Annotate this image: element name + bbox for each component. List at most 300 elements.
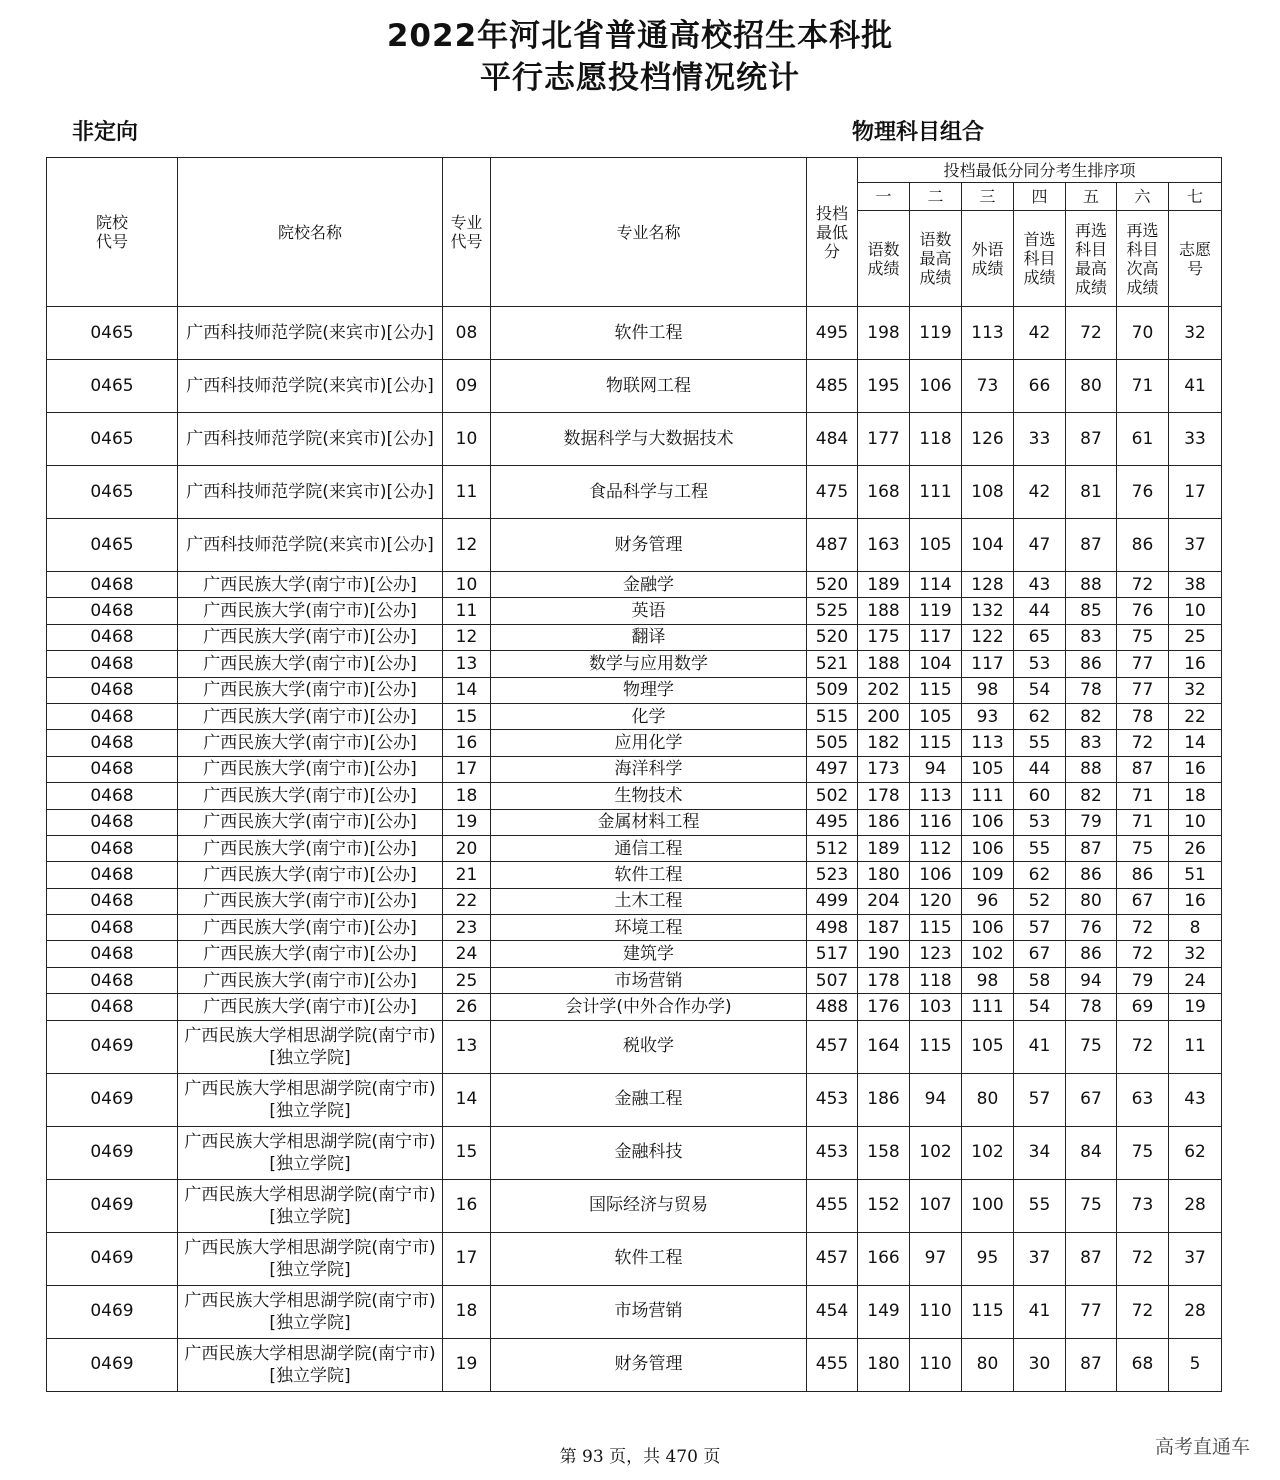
cell-school-code: 0465: [47, 519, 178, 572]
cell-min-score: 484: [807, 413, 858, 466]
cell-second-subject-max: 83: [1066, 730, 1117, 756]
cell-second-subject-next: 72: [1117, 1020, 1169, 1073]
cell-major-name: 财务管理: [491, 1338, 807, 1391]
cell-second-subject-next: 72: [1117, 1285, 1169, 1338]
cell-chinese-math-max: 115: [910, 677, 962, 703]
cell-first-subject-score: 66: [1014, 360, 1066, 413]
cell-second-subject-max: 87: [1066, 519, 1117, 572]
cell-second-subject-max: 75: [1066, 1179, 1117, 1232]
cell-first-subject-score: 52: [1014, 888, 1066, 914]
cell-first-subject-score: 53: [1014, 809, 1066, 835]
header-tie-item-1: [858, 211, 910, 307]
cell-second-subject-max: 78: [1066, 677, 1117, 703]
cell-preference-no: 33: [1169, 413, 1222, 466]
cell-chinese-math-max: 112: [910, 835, 962, 861]
cell-foreign-lang-score: 102: [962, 1126, 1014, 1179]
cell-second-subject-max: 77: [1066, 1285, 1117, 1338]
cell-chinese-math-score: 195: [858, 360, 910, 413]
cell-second-subject-next: 71: [1117, 360, 1169, 413]
cell-chinese-math-max: 118: [910, 413, 962, 466]
cell-preference-no: 24: [1169, 967, 1222, 993]
cell-major-code: 13: [443, 651, 491, 677]
watermark: 高考直通车: [1154, 1436, 1250, 1458]
cell-major-code: 18: [443, 783, 491, 809]
cell-major-name: 翻译: [491, 624, 807, 650]
cell-second-subject-next: 73: [1117, 1179, 1169, 1232]
header-min-score: 投档最低分: [807, 158, 858, 307]
cell-school-code: 0468: [47, 809, 178, 835]
cell-chinese-math-score: 177: [858, 413, 910, 466]
cell-major-code: 12: [443, 519, 491, 572]
cell-foreign-lang-score: 111: [962, 994, 1014, 1020]
cell-foreign-lang-score: 98: [962, 967, 1014, 993]
cell-foreign-lang-score: 105: [962, 756, 1014, 782]
header-tie-item-label: 语数最高成绩: [919, 230, 952, 287]
cell-second-subject-next: 75: [1117, 624, 1169, 650]
cell-major-name: 物理学: [491, 677, 807, 703]
table-row: [47, 915, 1222, 941]
cell-preference-no: 62: [1169, 1126, 1222, 1179]
cell-min-score: 457: [807, 1232, 858, 1285]
cell-second-subject-max: 84: [1066, 1126, 1117, 1179]
cell-preference-no: 10: [1169, 598, 1222, 624]
cell-second-subject-max: 85: [1066, 598, 1117, 624]
cell-second-subject-next: 76: [1117, 598, 1169, 624]
cell-min-score: 475: [807, 466, 858, 519]
cell-school-name: 广西民族大学(南宁市)[公办]: [178, 888, 443, 914]
cell-chinese-math-max: 123: [910, 941, 962, 967]
cell-chinese-math-score: 204: [858, 888, 910, 914]
header-tie-item-label: 志愿号: [1179, 239, 1212, 278]
table-row: [47, 756, 1222, 782]
cell-chinese-math-score: 187: [858, 915, 910, 941]
table-row: [47, 1338, 1222, 1391]
cell-min-score: 509: [807, 677, 858, 703]
cell-second-subject-next: 72: [1117, 915, 1169, 941]
header-tie-num-5: 五: [1066, 183, 1117, 211]
cell-major-code: 19: [443, 1338, 491, 1391]
cell-preference-no: 11: [1169, 1020, 1222, 1073]
cell-school-code: 0468: [47, 624, 178, 650]
cell-second-subject-max: 81: [1066, 466, 1117, 519]
cell-school-name: 广西民族大学相思湖学院(南宁市)[独立学院]: [178, 1285, 443, 1338]
cell-second-subject-max: 87: [1066, 413, 1117, 466]
cell-foreign-lang-score: 105: [962, 1020, 1014, 1073]
cell-school-code: 0469: [47, 1126, 178, 1179]
cell-school-code: 0468: [47, 572, 178, 598]
cell-school-code: 0469: [47, 1179, 178, 1232]
page-footer: 第 93 页，共 470 页: [559, 1447, 721, 1467]
cell-chinese-math-score: 173: [858, 756, 910, 782]
header-school-name: 院校名称: [178, 158, 443, 307]
cell-chinese-math-score: 200: [858, 703, 910, 729]
cell-chinese-math-score: 186: [858, 809, 910, 835]
cell-school-code: 0465: [47, 466, 178, 519]
cell-school-name: 广西民族大学相思湖学院(南宁市)[独立学院]: [178, 1126, 443, 1179]
cell-school-code: 0468: [47, 756, 178, 782]
cell-second-subject-max: 78: [1066, 994, 1117, 1020]
cell-foreign-lang-score: 96: [962, 888, 1014, 914]
cell-second-subject-max: 79: [1066, 809, 1117, 835]
cell-chinese-math-score: 149: [858, 1285, 910, 1338]
cell-major-code: 17: [443, 756, 491, 782]
cell-major-name: 建筑学: [491, 941, 807, 967]
cell-second-subject-next: 70: [1117, 307, 1169, 360]
table-row: [47, 888, 1222, 914]
cell-second-subject-next: 63: [1117, 1073, 1169, 1126]
cell-major-name: 应用化学: [491, 730, 807, 756]
cell-preference-no: 37: [1169, 519, 1222, 572]
cell-school-name: 广西科技师范学院(来宾市)[公办]: [178, 307, 443, 360]
cell-foreign-lang-score: 100: [962, 1179, 1014, 1232]
cell-chinese-math-score: 189: [858, 835, 910, 861]
cell-foreign-lang-score: 98: [962, 677, 1014, 703]
cell-chinese-math-score: 189: [858, 572, 910, 598]
cell-school-name: 广西民族大学(南宁市)[公办]: [178, 572, 443, 598]
cell-second-subject-max: 94: [1066, 967, 1117, 993]
cell-min-score: 485: [807, 360, 858, 413]
cell-chinese-math-max: 113: [910, 783, 962, 809]
cell-school-name: 广西科技师范学院(来宾市)[公办]: [178, 519, 443, 572]
cell-school-code: 0469: [47, 1073, 178, 1126]
cell-foreign-lang-score: 113: [962, 730, 1014, 756]
cell-school-name: 广西民族大学(南宁市)[公办]: [178, 651, 443, 677]
cell-min-score: 497: [807, 756, 858, 782]
cell-school-name: 广西科技师范学院(来宾市)[公办]: [178, 360, 443, 413]
header-tie-num-7: 七: [1169, 183, 1222, 211]
cell-major-code: 11: [443, 598, 491, 624]
cell-school-code: 0468: [47, 915, 178, 941]
cell-major-code: 16: [443, 730, 491, 756]
page-title: 2022年河北省普通高校招生本科批: [386, 18, 894, 54]
cell-chinese-math-score: 178: [858, 967, 910, 993]
cell-preference-no: 28: [1169, 1179, 1222, 1232]
cell-school-code: 0469: [47, 1338, 178, 1391]
cell-major-code: 10: [443, 572, 491, 598]
cell-major-name: 会计学(中外合作办学): [491, 994, 807, 1020]
cell-foreign-lang-score: 111: [962, 783, 1014, 809]
cell-second-subject-max: 83: [1066, 624, 1117, 650]
cell-first-subject-score: 55: [1014, 730, 1066, 756]
cell-major-name: 土木工程: [491, 888, 807, 914]
cell-min-score: 521: [807, 651, 858, 677]
cell-chinese-math-score: 178: [858, 783, 910, 809]
cell-school-code: 0468: [47, 598, 178, 624]
cell-first-subject-score: 55: [1014, 835, 1066, 861]
cell-major-code: 15: [443, 1126, 491, 1179]
cell-second-subject-max: 80: [1066, 360, 1117, 413]
cell-second-subject-max: 67: [1066, 1073, 1117, 1126]
cell-second-subject-next: 76: [1117, 466, 1169, 519]
header-tie-item-2: [910, 211, 962, 307]
cell-chinese-math-max: 97: [910, 1232, 962, 1285]
cell-preference-no: 32: [1169, 307, 1222, 360]
header-school-code: 院校代号: [47, 158, 178, 307]
cell-min-score: 455: [807, 1338, 858, 1391]
cell-major-name: 海洋科学: [491, 756, 807, 782]
cell-school-name: 广西民族大学(南宁市)[公办]: [178, 862, 443, 888]
cell-min-score: 499: [807, 888, 858, 914]
cell-second-subject-next: 72: [1117, 730, 1169, 756]
cell-chinese-math-score: 158: [858, 1126, 910, 1179]
cell-chinese-math-score: 163: [858, 519, 910, 572]
cell-school-code: 0469: [47, 1020, 178, 1073]
cell-first-subject-score: 42: [1014, 307, 1066, 360]
cell-school-name: 广西民族大学相思湖学院(南宁市)[独立学院]: [178, 1179, 443, 1232]
header-tie-num-3: 三: [962, 183, 1014, 211]
cell-school-name: 广西民族大学(南宁市)[公办]: [178, 835, 443, 861]
cell-first-subject-score: 67: [1014, 941, 1066, 967]
cell-school-name: 广西民族大学(南宁市)[公办]: [178, 624, 443, 650]
cell-second-subject-next: 68: [1117, 1338, 1169, 1391]
cell-chinese-math-max: 110: [910, 1338, 962, 1391]
cell-school-code: 0465: [47, 413, 178, 466]
cell-major-code: 20: [443, 835, 491, 861]
header-tie-num-2: 二: [910, 183, 962, 211]
cell-foreign-lang-score: 132: [962, 598, 1014, 624]
cell-preference-no: 19: [1169, 994, 1222, 1020]
table-row: [47, 835, 1222, 861]
cell-chinese-math-score: 198: [858, 307, 910, 360]
table-row: [47, 994, 1222, 1020]
cell-first-subject-score: 41: [1014, 1285, 1066, 1338]
cell-second-subject-next: 87: [1117, 756, 1169, 782]
cell-chinese-math-score: 188: [858, 651, 910, 677]
table-row: [47, 466, 1222, 519]
cell-foreign-lang-score: 122: [962, 624, 1014, 650]
cell-chinese-math-max: 119: [910, 598, 962, 624]
cell-first-subject-score: 34: [1014, 1126, 1066, 1179]
cell-major-code: 19: [443, 809, 491, 835]
cell-major-code: 08: [443, 307, 491, 360]
cell-chinese-math-max: 115: [910, 730, 962, 756]
cell-chinese-math-score: 202: [858, 677, 910, 703]
cell-first-subject-score: 30: [1014, 1338, 1066, 1391]
cell-major-name: 金融科技: [491, 1126, 807, 1179]
cell-chinese-math-max: 105: [910, 703, 962, 729]
header-tie-group: 投档最低分同分考生排序项: [858, 158, 1222, 183]
table-row: [47, 1126, 1222, 1179]
cell-major-name: 通信工程: [491, 835, 807, 861]
cell-preference-no: 14: [1169, 730, 1222, 756]
cell-major-code: 26: [443, 994, 491, 1020]
cell-foreign-lang-score: 80: [962, 1073, 1014, 1126]
cell-second-subject-max: 87: [1066, 835, 1117, 861]
cell-chinese-math-score: 166: [858, 1232, 910, 1285]
header-tie-item-label: 再选科目次高成绩: [1126, 220, 1159, 297]
header-tie-item-label: 语数成绩: [867, 239, 900, 278]
cell-chinese-math-max: 106: [910, 360, 962, 413]
cell-second-subject-next: 75: [1117, 1126, 1169, 1179]
cell-foreign-lang-score: 128: [962, 572, 1014, 598]
cell-second-subject-max: 76: [1066, 915, 1117, 941]
cell-chinese-math-score: 164: [858, 1020, 910, 1073]
cell-min-score: 488: [807, 994, 858, 1020]
cell-first-subject-score: 43: [1014, 572, 1066, 598]
cell-second-subject-next: 67: [1117, 888, 1169, 914]
cell-preference-no: 10: [1169, 809, 1222, 835]
cell-major-code: 22: [443, 888, 491, 914]
cell-chinese-math-max: 104: [910, 651, 962, 677]
cell-first-subject-score: 57: [1014, 915, 1066, 941]
cell-major-name: 软件工程: [491, 862, 807, 888]
cell-second-subject-max: 88: [1066, 756, 1117, 782]
cell-second-subject-next: 86: [1117, 862, 1169, 888]
cell-school-name: 广西科技师范学院(来宾市)[公办]: [178, 466, 443, 519]
cell-chinese-math-score: 180: [858, 862, 910, 888]
table-row: [47, 703, 1222, 729]
cell-school-code: 0468: [47, 888, 178, 914]
cell-major-name: 生物技术: [491, 783, 807, 809]
cell-school-code: 0465: [47, 360, 178, 413]
cell-second-subject-max: 80: [1066, 888, 1117, 914]
cell-foreign-lang-score: 95: [962, 1232, 1014, 1285]
cell-second-subject-max: 72: [1066, 307, 1117, 360]
cell-major-code: 23: [443, 915, 491, 941]
cell-foreign-lang-score: 108: [962, 466, 1014, 519]
cell-preference-no: 25: [1169, 624, 1222, 650]
cell-preference-no: 51: [1169, 862, 1222, 888]
cell-first-subject-score: 62: [1014, 862, 1066, 888]
cell-foreign-lang-score: 73: [962, 360, 1014, 413]
cell-school-name: 广西民族大学(南宁市)[公办]: [178, 756, 443, 782]
cell-second-subject-next: 77: [1117, 677, 1169, 703]
cell-first-subject-score: 62: [1014, 703, 1066, 729]
cell-major-name: 化学: [491, 703, 807, 729]
cell-preference-no: 28: [1169, 1285, 1222, 1338]
cell-school-code: 0468: [47, 994, 178, 1020]
cell-school-name: 广西民族大学相思湖学院(南宁市)[独立学院]: [178, 1073, 443, 1126]
table-row: [47, 360, 1222, 413]
cell-foreign-lang-score: 106: [962, 809, 1014, 835]
header-tie-item-4: [1014, 211, 1066, 307]
cell-school-code: 0469: [47, 1285, 178, 1338]
cell-foreign-lang-score: 113: [962, 307, 1014, 360]
cell-min-score: 454: [807, 1285, 858, 1338]
cell-min-score: 453: [807, 1126, 858, 1179]
cell-chinese-math-max: 111: [910, 466, 962, 519]
cell-major-code: 10: [443, 413, 491, 466]
cell-foreign-lang-score: 104: [962, 519, 1014, 572]
cell-second-subject-next: 86: [1117, 519, 1169, 572]
admission-table: [46, 157, 1222, 1392]
cell-min-score: 502: [807, 783, 858, 809]
cell-second-subject-max: 82: [1066, 783, 1117, 809]
cell-major-code: 12: [443, 624, 491, 650]
cell-preference-no: 16: [1169, 888, 1222, 914]
cell-school-name: 广西民族大学(南宁市)[公办]: [178, 994, 443, 1020]
table-row: [47, 624, 1222, 650]
cell-chinese-math-score: 186: [858, 1073, 910, 1126]
cell-min-score: 455: [807, 1179, 858, 1232]
header-tie-item-6: [1117, 211, 1169, 307]
cell-first-subject-score: 33: [1014, 413, 1066, 466]
cell-major-code: 15: [443, 703, 491, 729]
table-row: [47, 413, 1222, 466]
cell-first-subject-score: 53: [1014, 651, 1066, 677]
table-row: [47, 809, 1222, 835]
table-row: [47, 1179, 1222, 1232]
cell-major-code: 11: [443, 466, 491, 519]
cell-major-name: 食品科学与工程: [491, 466, 807, 519]
cell-major-name: 软件工程: [491, 1232, 807, 1285]
cell-school-code: 0468: [47, 730, 178, 756]
cell-foreign-lang-score: 115: [962, 1285, 1014, 1338]
cell-second-subject-next: 72: [1117, 941, 1169, 967]
cell-school-name: 广西民族大学(南宁市)[公办]: [178, 783, 443, 809]
header-tie-item-3: [962, 211, 1014, 307]
cell-preference-no: 8: [1169, 915, 1222, 941]
cell-school-name: 广西民族大学(南宁市)[公办]: [178, 941, 443, 967]
cell-chinese-math-max: 102: [910, 1126, 962, 1179]
cell-chinese-math-score: 176: [858, 994, 910, 1020]
cell-school-name: 广西民族大学(南宁市)[公办]: [178, 809, 443, 835]
cell-second-subject-max: 87: [1066, 1232, 1117, 1285]
cell-min-score: 523: [807, 862, 858, 888]
cell-school-name: 广西民族大学(南宁市)[公办]: [178, 915, 443, 941]
cell-major-name: 市场营销: [491, 1285, 807, 1338]
cell-second-subject-max: 87: [1066, 1338, 1117, 1391]
table-row: [47, 677, 1222, 703]
cell-chinese-math-max: 114: [910, 572, 962, 598]
cell-second-subject-next: 72: [1117, 572, 1169, 598]
header-tie-item-label: 外语成绩: [971, 239, 1004, 278]
cell-second-subject-max: 86: [1066, 862, 1117, 888]
cell-first-subject-score: 44: [1014, 598, 1066, 624]
cell-foreign-lang-score: 93: [962, 703, 1014, 729]
cell-second-subject-next: 79: [1117, 967, 1169, 993]
cell-foreign-lang-score: 102: [962, 941, 1014, 967]
cell-preference-no: 22: [1169, 703, 1222, 729]
cell-chinese-math-max: 116: [910, 809, 962, 835]
cell-first-subject-score: 60: [1014, 783, 1066, 809]
cell-school-name: 广西民族大学(南宁市)[公办]: [178, 703, 443, 729]
cell-min-score: 515: [807, 703, 858, 729]
cell-second-subject-next: 61: [1117, 413, 1169, 466]
cell-min-score: 487: [807, 519, 858, 572]
cell-school-code: 0468: [47, 862, 178, 888]
cell-school-name: 广西民族大学相思湖学院(南宁市)[独立学院]: [178, 1020, 443, 1073]
table-row: [47, 572, 1222, 598]
cell-second-subject-max: 75: [1066, 1020, 1117, 1073]
cell-min-score: 495: [807, 307, 858, 360]
cell-second-subject-next: 77: [1117, 651, 1169, 677]
header-tie-num-6: 六: [1117, 183, 1169, 211]
cell-major-name: 税收学: [491, 1020, 807, 1073]
cell-major-name: 国际经济与贸易: [491, 1179, 807, 1232]
cell-school-code: 0468: [47, 677, 178, 703]
cell-min-score: 517: [807, 941, 858, 967]
cell-chinese-math-score: 188: [858, 598, 910, 624]
cell-chinese-math-max: 110: [910, 1285, 962, 1338]
subject-combo-label: 物理科目组合: [852, 120, 985, 145]
cell-chinese-math-max: 107: [910, 1179, 962, 1232]
header-tie-item-label: 再选科目最高成绩: [1074, 220, 1107, 297]
cell-chinese-math-max: 115: [910, 915, 962, 941]
cell-first-subject-score: 65: [1014, 624, 1066, 650]
cell-school-name: 广西民族大学(南宁市)[公办]: [178, 677, 443, 703]
cell-preference-no: 43: [1169, 1073, 1222, 1126]
cell-school-name: 广西民族大学(南宁市)[公办]: [178, 730, 443, 756]
header-tie-item-label: 首选科目成绩: [1023, 230, 1056, 287]
cell-preference-no: 17: [1169, 466, 1222, 519]
cell-foreign-lang-score: 109: [962, 862, 1014, 888]
table-row: [47, 967, 1222, 993]
cell-major-name: 物联网工程: [491, 360, 807, 413]
cell-school-code: 0465: [47, 307, 178, 360]
cell-major-name: 金融学: [491, 572, 807, 598]
cell-chinese-math-score: 175: [858, 624, 910, 650]
